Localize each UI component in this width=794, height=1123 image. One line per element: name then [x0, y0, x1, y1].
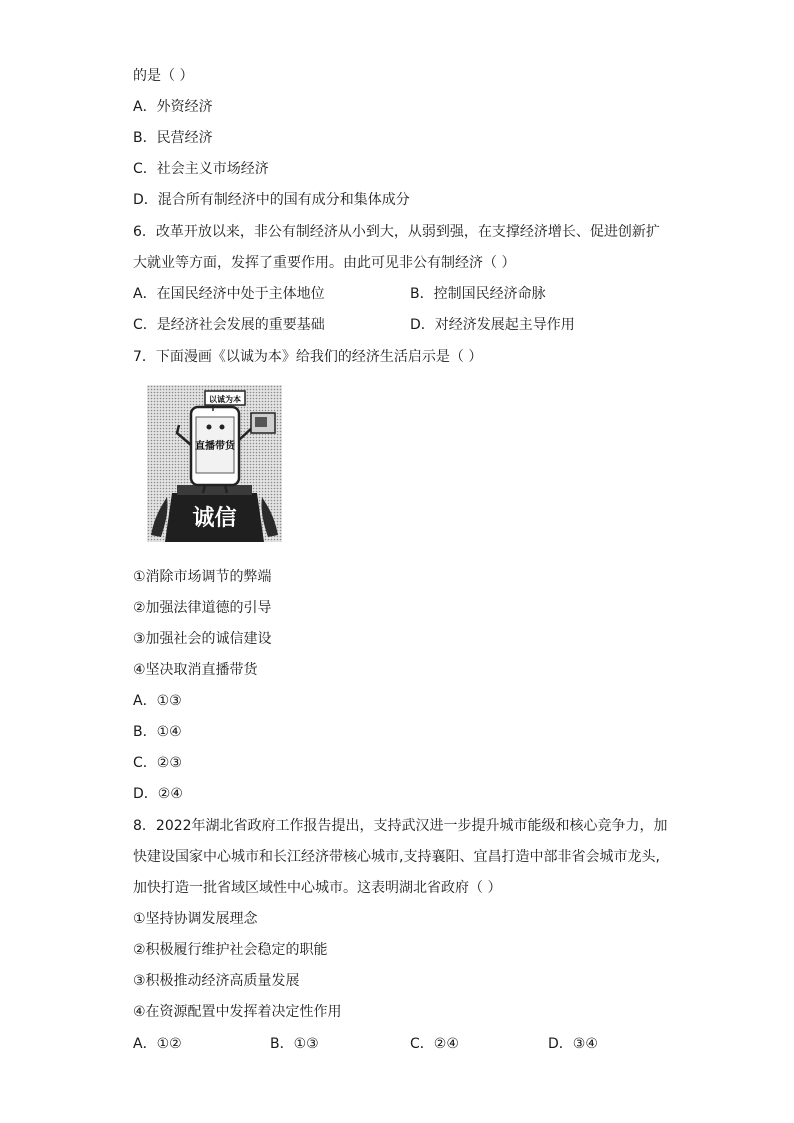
pedestal-top	[177, 485, 252, 495]
q8-stem-line3: 加快打造一批省域区域性中心城市。这表明湖北省政府（ ）	[133, 880, 502, 896]
q6-option-b: B．控制国民经济命脉	[410, 286, 546, 302]
camera-lens	[255, 417, 267, 427]
q7-option-d: D．②④	[133, 786, 183, 802]
q6-stem-line1: 6．改革开放以来，非公有制经济从小到大，从弱到强，在支撑经济增长、促进创新扩	[133, 224, 660, 240]
q8-option-a: A．①②	[133, 1036, 182, 1052]
q8-stem-line1: 8．2022年湖北省政府工作报告提出，支持武汉进一步提升城市能级和核心竞争力，加	[133, 818, 668, 834]
phone-text: 直播带货	[195, 441, 235, 452]
q8-statement-2: ②积极履行维护社会稳定的职能	[133, 942, 328, 958]
cartoon-image	[147, 385, 282, 542]
q8-option-d: D．③④	[548, 1036, 598, 1052]
q7-statement-3: ③加强社会的诚信建设	[133, 631, 272, 647]
q7-stem: 7．下面漫画《以诚为本》给我们的经济生活启示是（ ）	[133, 349, 483, 365]
q7-option-a: A．①③	[133, 693, 182, 709]
phone-eye-left	[207, 425, 212, 430]
q7-option-b: B．①④	[133, 724, 182, 740]
q7-statement-2: ②加强法律道德的引导	[133, 600, 272, 616]
q5-option-c: C．社会主义市场经济	[133, 161, 269, 177]
q7-statement-1: ①消除市场调节的弊端	[133, 569, 272, 585]
q8-stem-line2: 快建设国家中心城市和长江经济带核心城市,支持襄阳、宜昌打造中部非省会城市龙头,	[133, 849, 660, 865]
q6-options-row2	[133, 315, 575, 335]
pedestal-text: 诚信	[192, 506, 237, 531]
q8-statement-4: ④在资源配置中发挥着决定性作用	[133, 1004, 342, 1020]
q8-statement-3: ③积极推动经济高质量发展	[133, 973, 300, 989]
q6-option-a: A．在国民经济中处于主体地位	[133, 286, 325, 302]
q5-option-b: B．民营经济	[133, 130, 213, 146]
phone-eye-right	[220, 425, 225, 430]
sign-text: 以诚为本	[209, 395, 241, 404]
q7-option-c: C．②③	[133, 755, 182, 771]
q6-option-c: C．是经济社会发展的重要基础	[133, 317, 325, 333]
q5-option-d: D．混合所有制经济中的国有成分和集体成分	[133, 192, 410, 208]
q8-statement-1: ①坚持协调发展理念	[133, 911, 258, 927]
q6-stem-line2: 大就业等方面，发挥了重要作用。由此可见非公有制经济（ ）	[133, 255, 516, 271]
q7-statement-4: ④坚决取消直播带货	[133, 662, 258, 678]
q6-option-d: D．对经济发展起主导作用	[410, 317, 575, 333]
q6-options-row1	[133, 284, 546, 304]
q8-option-b: B．①③	[270, 1036, 319, 1052]
q5-option-a: A．外资经济	[133, 99, 213, 115]
q5-stem-tail: 的是（ ）	[133, 68, 194, 84]
q8-option-c: C．②④	[410, 1036, 459, 1052]
